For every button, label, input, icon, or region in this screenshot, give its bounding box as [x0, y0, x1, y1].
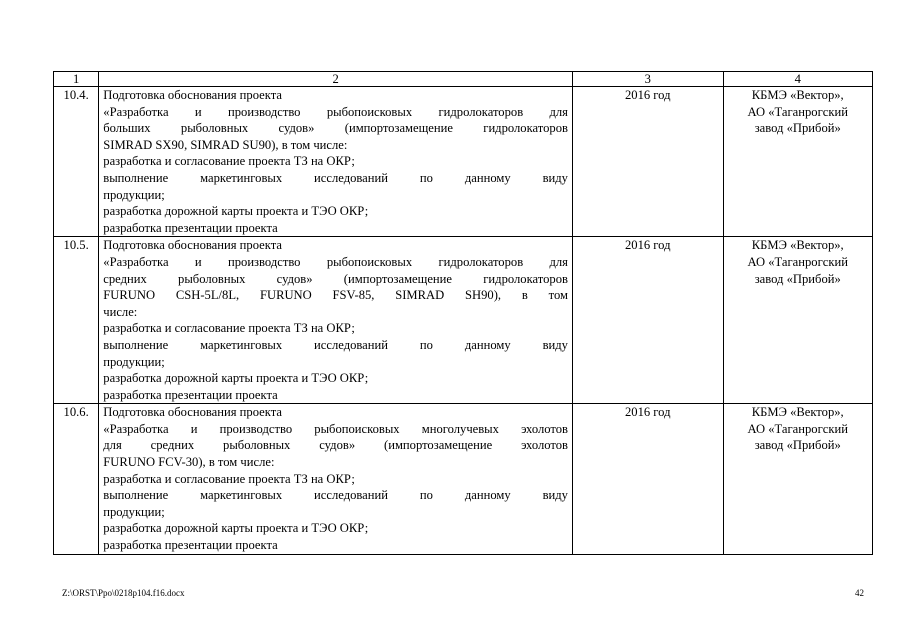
description-line: разработка и согласование проекта ТЗ на ОКР;: [103, 321, 355, 336]
table-row: [54, 237, 873, 404]
executor-line: АО «Таганрогский: [747, 254, 848, 269]
executor-line: КБМЭ «Вектор»,: [751, 238, 844, 253]
description-line: числе:: [103, 304, 138, 319]
description-line: Подготовка обоснования проекта: [103, 405, 282, 420]
row-year: 2016 год: [572, 87, 723, 237]
description-line: продукции;: [103, 504, 165, 519]
description-line: «Разработка и производство рыбопоисковых гидролокаторов для: [103, 254, 568, 269]
header-col-3: 3: [572, 72, 723, 87]
executor-line: завод «Прибой»: [754, 121, 841, 136]
plan-table: [53, 71, 873, 555]
description-line: разработка и согласование проекта ТЗ на ОКР;: [103, 471, 355, 486]
description-line: выполнение маркетинговых исследований по данному виду: [103, 488, 568, 503]
executor-line: завод «Прибой»: [754, 271, 841, 286]
table-row: [54, 87, 873, 237]
description-line: Подготовка обоснования проекта: [103, 238, 282, 253]
description-line: разработка и согласование проекта ТЗ на ОКР;: [103, 154, 355, 169]
row-number: 10.6.: [54, 404, 99, 554]
row-executor: [723, 87, 873, 237]
row-executor: [723, 404, 873, 554]
header-col-4: 4: [723, 72, 873, 87]
description-line: разработка презентации проекта: [103, 538, 278, 553]
description-line: FURUNO CSH-5L/8L, FURUNO FSV-85, SIMRAD SH90), в том: [103, 288, 568, 303]
description-line: FURUNO FCV-30), в том числе:: [103, 455, 275, 470]
description-line: разработка дорожной карты проекта и ТЭО ОКР;: [103, 521, 369, 536]
description-line: «Разработка и производство рыбопоисковых гидролокаторов для: [103, 104, 568, 119]
table-row: [54, 404, 873, 554]
executor-line: КБМЭ «Вектор»,: [751, 88, 844, 102]
footer-page-number: 42: [855, 588, 864, 598]
description-line: больших рыболовных судов» (импортозамещение гидролокаторов: [103, 121, 568, 136]
executor-line: АО «Таганрогский: [747, 104, 848, 119]
description-line: продукции;: [103, 187, 165, 202]
description-line: разработка презентации проекта: [103, 220, 278, 235]
header-col-1: 1: [54, 72, 99, 87]
description-line: разработка дорожной карты проекта и ТЭО ОКР;: [103, 204, 369, 219]
row-description: [99, 87, 573, 237]
description-line: выполнение маркетинговых исследований по данному виду: [103, 337, 568, 352]
row-number: 10.4.: [54, 87, 99, 237]
footer-file-path: Z:\ORST\Ppo\0218p104.f16.docx: [62, 588, 185, 598]
description-line: продукции;: [103, 354, 165, 369]
description-line: Подготовка обоснования проекта: [103, 88, 282, 102]
description-line: «Разработка и производство рыбопоисковых многолучевых эхолотов: [103, 421, 568, 436]
description-line: SIMRAD SX90, SIMRAD SU90), в том числе:: [103, 137, 348, 152]
row-number: 10.5.: [54, 237, 99, 404]
table-header-row: [54, 72, 873, 87]
description-line: разработка презентации проекта: [103, 387, 278, 402]
description-line: разработка дорожной карты проекта и ТЭО ОКР;: [103, 371, 369, 386]
executor-line: завод «Прибой»: [754, 438, 841, 453]
description-line: для средних рыболовных судов» (импортозамещение эхолотов: [103, 438, 568, 453]
executor-line: КБМЭ «Вектор»,: [751, 405, 844, 420]
executor-line: АО «Таганрогский: [747, 421, 848, 436]
row-year: 2016 год: [572, 404, 723, 554]
description-line: средних рыболовных судов» (импортозамещение гидролокаторов: [103, 271, 568, 286]
row-year: 2016 год: [572, 237, 723, 404]
description-line: выполнение маркетинговых исследований по данному виду: [103, 170, 568, 185]
header-col-2: 2: [99, 72, 573, 87]
row-description: [99, 237, 573, 404]
row-description: [99, 404, 573, 554]
row-executor: [723, 237, 873, 404]
